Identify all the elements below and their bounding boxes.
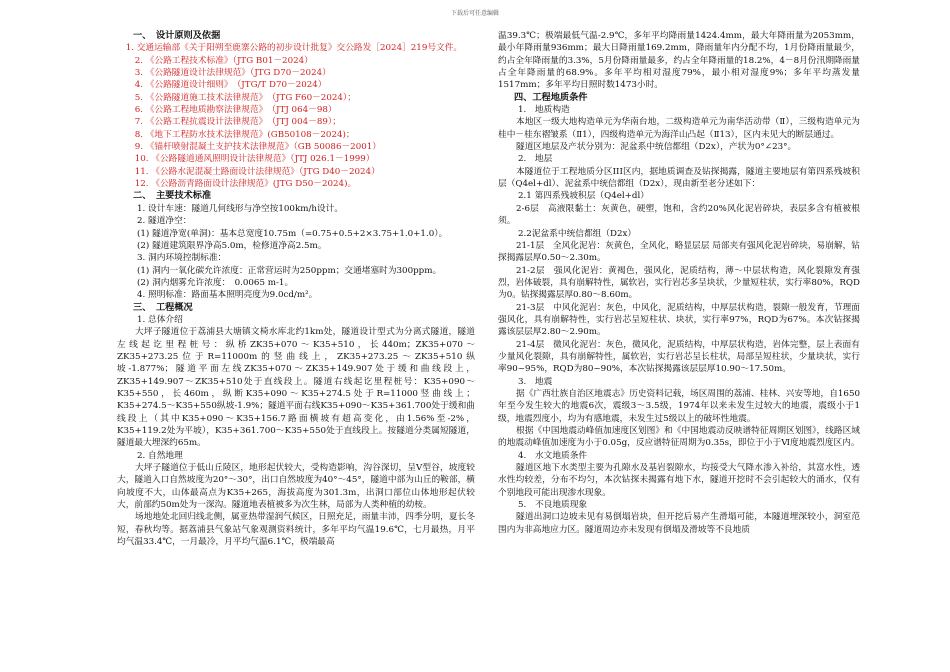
paragraph: 1. 总体介绍 — [137, 314, 183, 325]
header-note: 下载后可任意编辑 — [450, 10, 499, 17]
paragraph: 大坪子隧道位于荔浦县大塘镇文椅水库北约1km处，隧道设计型式为分离式隧道，隧道左线起讫里程桩号：纵桥ZK35+070～K35+510，长440m；ZK35+070～ZK35+273.25位于R=11000m的竖曲线上，ZK35+273.25～ZK35+510纵坡-1.877%；隧道平面左线ZK35+070～ZK35+149.907处于缓和曲线段上，ZK35+149.907～ZK35+510处于直线段上。隧道右线起讫里程桩号：K35+090～K35+550，长460m，纵断K35+090～K35+274.5处于R=11000竖曲线上；K35+274.5～K35+550纵坡-1.9%；隧道平面右线K35+090～K35+361.700处于缓和曲线段上（其中K35+090～K35+156.7路面横坡有超高变化，由1.56%至-2%，K35+119.2处为平坡），K35+361.700～K35+550处于直线段上。按隧道分类属短隧道，隧道最大埋深约65m。 — [117, 327, 475, 449]
paragraph: 9. 《锚杆喷射混凝土支护技术法律规范》（GB 50086－2001） — [126, 142, 381, 153]
paragraph: 21-4层 微风化泥岩：灰色，微风化，泥质结构，中厚层状构造，岩体完整，层上表面有少量风化裂隙，具有崩解特性，属软岩，实行岩芯呈长柱状，局部呈短柱状，少量块状，实行率90~95%，RQD为80~90%，本次钻探揭露该层层厚10.90～17.50m。 — [498, 339, 860, 375]
paragraph: 6. 《公路工程地质勘察法律规范》 （JTJ 064－98） — [126, 105, 337, 116]
paragraph: 4. 水文地质条件 — [518, 450, 588, 461]
paragraph: 10. 《公路隧道通风照明设计法律规范》（JTJ 026.1－1999） — [126, 154, 375, 165]
paragraph: 2.1 第四系残坡积层（Q4el+dl） — [518, 191, 649, 202]
paragraph: (1) 隧道净宽(单洞)：基本总宽度10.75m（=0.75+0.5+2×3.75+1.0+1.0）。 — [137, 228, 448, 239]
paragraph: 2. 自然地理 — [137, 450, 183, 461]
paragraph: 3. 《公路隧道设计法律规范》（JTG D70－2024） — [126, 68, 331, 79]
paragraph: (2) 洞内烟雾允许浓度： 0.0065 m-1。 — [137, 277, 294, 288]
paragraph: 隧道出洞口边坡未见有易倒塌岩块，但开挖后易产生滑塌可能，本隧道埋深较小，洞室范围内为非高地应力区。隧道周边亦未发现有倒塌及滑坡等不良地质 — [498, 512, 860, 535]
paragraph: 3. 洞内环境控制标准： — [137, 253, 227, 264]
section-heading: 四、工程地质条件 — [514, 91, 588, 103]
paragraph: 大坪子隧道位于低山丘陵区，地形起伏较大，受构造影响，沟谷深切，呈V型谷，坡度较大，隧道入口自然坡度为20°～30°，出口自然坡度为40°～45°，隧道中部为山丘的鞍部，横向坡度不大，山体最高点为K35+265，海拔高度为301.3m，出洞口部位山体地形起伏较大，前部约50m处为一深沟。隧道地表植被多为次生林，局部为人类种植的幼桉。 — [117, 463, 475, 511]
paragraph: 场地地处北回归线北侧，属亚热带湿润气候区，日照充足，雨量丰沛，四季分明，夏长冬短，春秋均等。据荔浦县气象站气象观测资料统计，多年平均气温19.6℃，七月最热，月平均气温33.4℃，一月最冷，月平均气温6.1℃，极端最高 — [117, 512, 475, 548]
section-heading: 二、 主要技术标准 — [133, 190, 212, 202]
paragraph: 8. 《地下工程防水技术法律规范》(GB50108－2024)； — [126, 129, 355, 140]
paragraph: 隧道区地层及产状分别为：泥盆系中统信都组（D2x），产状为0°∠23°。 — [516, 142, 797, 153]
paragraph: 1. 交通运输部《关于阳朔至鹿寨公路的初步设计批复》交公路发［2024］219号文件。 — [117, 43, 463, 54]
paragraph: 温39.3℃；极端最低气温-2.9℃，多年平均降雨量1424.4mm，最大年降雨量为2053mm，最小年降雨量936mm；最大日降雨量169.2mm，降雨量年内分配不均，1月份降雨量最少，约占全年降雨量的3.3%，5月份降雨量最多，约占全年降雨量的18.2%，4－8月份汛期降雨量占全年降雨量的68.9%。多年平均相对湿度79%，最小相对湿度9%；多年平均蒸发量1517mm；多年平均日照时数1473小时。 — [498, 31, 860, 91]
paragraph: 1. 地质构造 — [518, 105, 570, 116]
paragraph: (2) 隧道建筑限界净高5.0m，检修道净高2.5m。 — [137, 240, 327, 251]
section-heading: 一、 设计原则及依据 — [133, 30, 221, 41]
paragraph: 4. 照明标准：路面基本照明亮度为9.0cd/m²。 — [137, 290, 318, 301]
paragraph: 根据《中国地震动峰值加速度区划图》和《中国地震动反映谱特征周期区划图》，线路区域的地震动峰值加速度为小于0.05g，反应谱特征周期为0.35s，即位于小于Ⅵ度地震烈度区内。 — [498, 426, 860, 449]
paragraph: 21-3层 中风化泥岩：灰色，中风化，泥质结构，中厚层状构造，裂隙一般发育，节理面强风化，具有崩解特性，实行岩芯呈短柱状、块状，实行率97%，RQD为67%。本次钻探揭露该层层厚2.80～2.90m。 — [498, 302, 860, 338]
paragraph: 4. 《公路隧道设计细则》 （JTG/T D70－2024） — [126, 80, 327, 91]
paragraph: 5. 《公路隧道施工技术法律规范》 （JTG F60－2024）； — [126, 92, 356, 103]
paragraph: 21-2层 强风化泥岩：黄褐色，强风化，泥质结构，薄～中层状构造，风化裂隙发育强烈，岩体破裂，具有崩解特性，属软岩，实行岩芯多呈块状，少量短柱状，实行率80%，RQD为0。钻探揭露层厚0.80～8.60m。 — [498, 265, 860, 301]
paragraph: 2. 地层 — [518, 154, 553, 165]
paragraph: (1) 洞内一氧化碳允许浓度：正常营运时为250ppm；交通堵塞时为300ppm。 — [137, 265, 442, 276]
paragraph: 1. 设计车速：隧道几何线形与净空按100km/h设计。 — [137, 203, 344, 214]
paragraph: 21-1层 全风化泥岩：灰黄色，全风化，略显层层 局部夹有强风化泥岩碎块，易崩解，钻探揭露层厚0.50～2.30m。 — [498, 240, 860, 264]
paragraph: 2.2泥盆系中统信都组（D2x） — [518, 228, 637, 239]
paragraph: 11. 《公路水泥混凝土路面设计法律规范》（JTG D40－2024） — [126, 166, 380, 177]
section-heading: 三、 工程概况 — [133, 301, 193, 313]
paragraph: 2. 《公路工程技术标准》（JTG B01－2024） — [126, 55, 313, 66]
right-column — [498, 30, 860, 536]
paragraph: 12. 《公路沥青路面设计法律规范》(JTG D50－2024)。 — [126, 179, 357, 190]
paragraph: 3. 地震 — [518, 376, 553, 387]
paragraph: 隧道区地下水类型主要为孔隙水及基岩裂隙水，均接受大气降水渗入补给，其富水性，透水性均较差，分布不均匀，本次钻探未揭露有地下水，隧道开挖时不会引起较大的涌水，仅有个别地段可能出现渗水现象。 — [498, 463, 860, 498]
paragraph: 2-6层 高液限黏土：灰黄色，硬塑，饱和，含约20%风化泥岩碎块，表层多含有植被根须。 — [498, 203, 860, 227]
paragraph: 据《广西壮族自治区地震志》历史资料记载，场区周围的荔浦、桂林、兴安等地，自1650年至今发生较大的地震6次，震级3～3.5级，1974年以来未发生过较大的地震，震级小于1级，地震烈度小，均为有感地震，未发生过5级以上的破坏性地震。 — [498, 388, 860, 424]
paragraph: 7. 《公路工程抗震设计法律规范》 （JTJ 004－89）； — [126, 117, 341, 128]
paragraph: 本隧道位于工程地质分区III区内，据地质调查及钻探揭露，隧道主要地层有第四系残坡积层（Q4el+dl）、泥盆系中统信都组（D2x），现由新至老分述如下： — [498, 166, 860, 190]
paragraph: 5. 不良地质现象 — [518, 500, 588, 511]
paragraph: 2. 隧道净空： — [137, 216, 192, 227]
paragraph: 本地区一级大地构造单元为华南台地，二级构造单元为南华活动带（Ⅱ），三级构造单元为桂中－桂东褶皱系（Ⅱ1），四级构造单元为海洋山凸起（Ⅱ13），区内未见大的断层通过。 — [498, 117, 860, 140]
left-column — [117, 30, 475, 548]
